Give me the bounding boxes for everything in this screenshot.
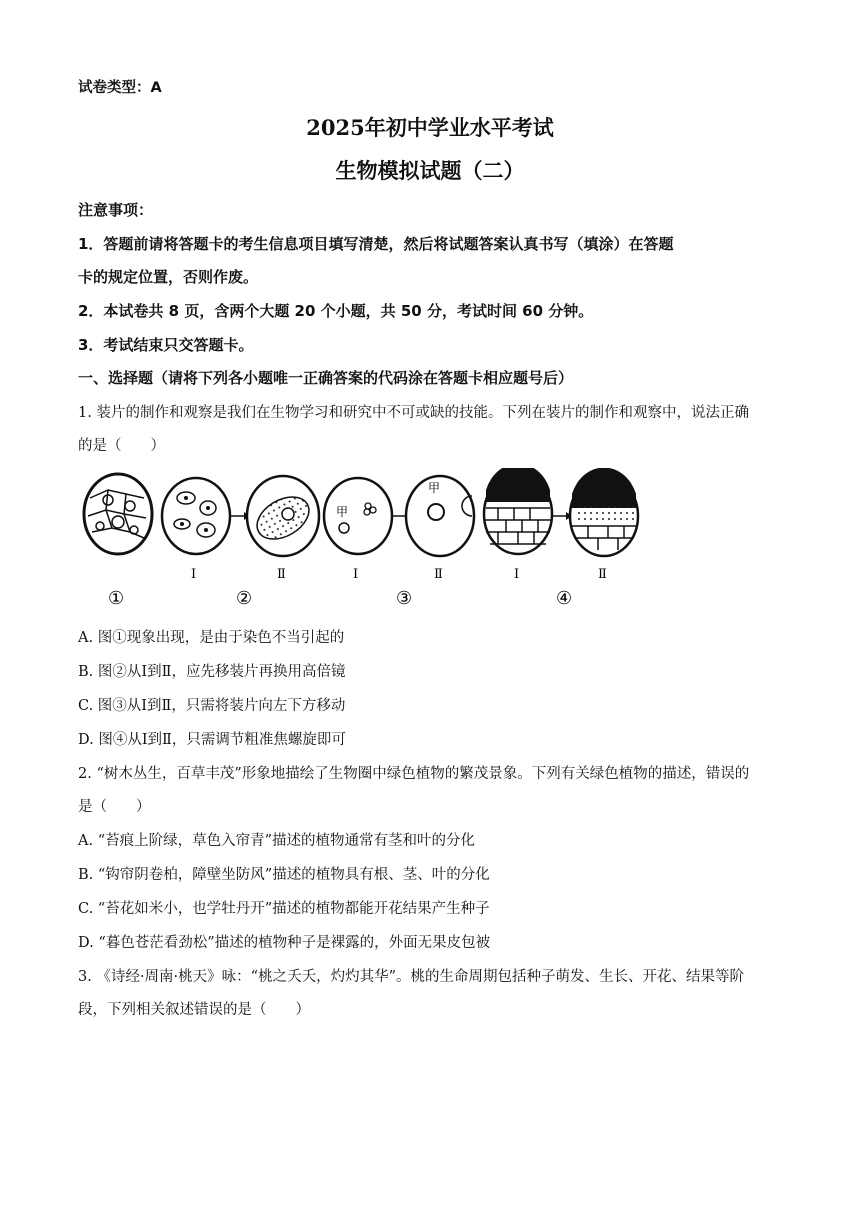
notice-item-1: 1．答题前请将答题卡的考生信息项目填写清楚，然后将试题答案认真书写（填涂）在答题 bbox=[78, 235, 674, 253]
label-fig4-roman-1: Ⅰ bbox=[514, 567, 520, 582]
label-figure-4: ④ bbox=[556, 588, 573, 609]
label-fig3-roman-1: Ⅰ bbox=[353, 567, 359, 582]
question-1-option-d: D. 图④从Ⅰ到Ⅱ，只需调节粗准焦螺旋即可 bbox=[78, 732, 346, 748]
question-1-stem-cont: 的是（ ） bbox=[78, 438, 165, 454]
label-fig4-roman-2: Ⅱ bbox=[598, 567, 607, 582]
figure-3-view-1 bbox=[324, 478, 392, 554]
question-3-stem-cont: 段，下列相关叙述错误的是（ ） bbox=[78, 1002, 310, 1018]
exam-subtitle: 生物模拟试题（二） bbox=[335, 158, 525, 183]
notice-item-2: 2．本试卷共 8 页，含两个大题 20 个小题，共 50 分，考试时间 60 分钟。 bbox=[78, 302, 594, 320]
label-fig2-roman-1: Ⅰ bbox=[191, 567, 197, 582]
question-1-option-c: C. 图③从Ⅰ到Ⅱ，只需将装片向左下方移动 bbox=[78, 698, 346, 714]
question-3-stem: 3. 《诗经·周南·桃天》咏：“桃之夭夭，灼灼其华”。桃的生命周期包括种子萌发、生长、开花、结果等阶 bbox=[78, 969, 744, 985]
question-1-option-b: B. 图②从Ⅰ到Ⅱ，应先移装片再换用高倍镜 bbox=[78, 664, 346, 680]
section-heading-choice: 一、选择题（请将下列各小题唯一正确答案的代码涂在答题卡相应题号后） bbox=[78, 369, 574, 387]
figure-2-view-2 bbox=[247, 476, 319, 556]
exam-title: 2025年初中学业水平考试 bbox=[306, 115, 554, 140]
question-2-stem-cont: 是（ ） bbox=[78, 799, 151, 815]
figure-3-view-2 bbox=[406, 476, 474, 556]
label-figure-1: ① bbox=[108, 588, 125, 609]
label-jia-2: 甲 bbox=[428, 481, 441, 495]
label-fig2-roman-2: Ⅱ bbox=[277, 567, 286, 582]
question-2-stem: 2. “树木丛生，百草丰茂”形象地描绘了生物圈中绿色植物的繁茂景象。下列有关绿色植物的描述，错误的 bbox=[78, 766, 750, 782]
figure-4-view-2 bbox=[570, 468, 638, 556]
question-2-option-b: B. “钩帘阴卷柏，障壁坐防风”描述的植物具有根、茎、叶的分化 bbox=[78, 867, 490, 883]
label-figure-3: ③ bbox=[396, 588, 413, 609]
notice-item-1-cont: 卡的规定位置，否则作废。 bbox=[78, 268, 259, 286]
question-2-option-a: A. “苔痕上阶绿，草色入帘青”描述的植物通常有茎和叶的分化 bbox=[78, 833, 476, 849]
label-figure-2: ② bbox=[236, 588, 253, 609]
question-2-option-d: D. “暮色苍茫看劲松”描述的植物种子是裸露的，外面无果皮包被 bbox=[78, 935, 491, 951]
paper-type-label: 试卷类型：A bbox=[78, 80, 162, 96]
figure-2-view-1 bbox=[162, 478, 230, 554]
microscope-figure bbox=[78, 468, 658, 618]
figure-1-cells bbox=[84, 474, 152, 554]
figure-4-view-1 bbox=[484, 468, 552, 554]
question-2-option-c: C. “苔花如米小，也学牡丹开”描述的植物都能开花结果产生种子 bbox=[78, 901, 490, 917]
notice-item-3: 3．考试结束只交答题卡。 bbox=[78, 336, 254, 354]
label-fig3-roman-2: Ⅱ bbox=[434, 567, 443, 582]
question-1-stem: 1. 装片的制作和观察是我们在生物学习和研究中不可或缺的技能。下列在装片的制作和观察中，说法正确 bbox=[78, 405, 749, 421]
notice-heading: 注意事项： bbox=[78, 201, 154, 219]
question-1-option-a: A. 图①现象出现，是由于染色不当引起的 bbox=[78, 630, 345, 646]
label-jia-1: 甲 bbox=[336, 505, 349, 519]
